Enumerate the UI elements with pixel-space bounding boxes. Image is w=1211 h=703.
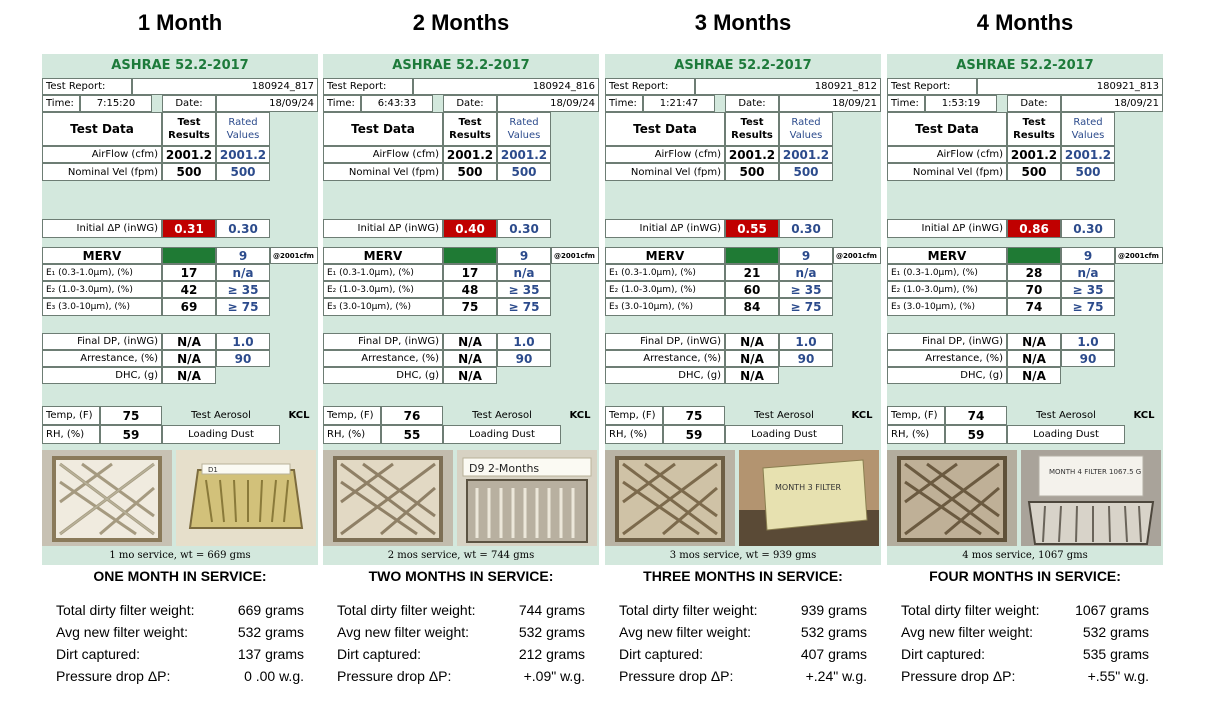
filter-front-photo <box>42 450 172 546</box>
filter-label-photo <box>739 450 879 546</box>
airflow-label: AirFlow (cfm) <box>605 146 725 163</box>
label-handwriting: D1 <box>208 466 218 474</box>
ashrae-report-card <box>42 54 318 565</box>
month-title: 1 Month <box>137 10 223 35</box>
summary-row <box>901 602 1149 618</box>
velocity-test: 500 <box>162 163 216 181</box>
e3-test: 84 <box>725 298 779 316</box>
initial-dp-rated: 0.30 <box>497 219 551 238</box>
initial-dp-label: Initial ΔP (inWG) <box>887 219 1007 238</box>
temp-label: Temp, (F) <box>887 406 945 425</box>
date-label: Date: <box>162 95 216 112</box>
summary-value: 532 grams <box>800 624 867 640</box>
filter-front-photo <box>323 450 453 546</box>
test-data-header: Test Data <box>323 112 443 146</box>
summary-row <box>56 646 304 662</box>
merv-label: MERV <box>323 247 443 264</box>
rh-value: 59 <box>663 425 725 444</box>
standard-title: ASHRAE 52.2-2017 <box>674 58 812 73</box>
summary-row <box>619 646 867 662</box>
test-results-header: Test Results <box>162 112 216 146</box>
initial-dp-label: Initial ΔP (inWG) <box>323 219 443 238</box>
final-dp-label: Final DP, (inWG) <box>323 333 443 350</box>
summary-label: Pressure drop ΔP: <box>337 668 452 684</box>
summary-value: 532 grams <box>518 624 585 640</box>
ashrae-report-card <box>887 54 1163 565</box>
test-report-label: Test Report: <box>605 78 695 95</box>
e2-test: 42 <box>162 281 216 298</box>
service-summary-title: FOUR MONTHS IN SERVICE: <box>929 568 1121 584</box>
summary-value: +.55" w.g. <box>1087 668 1149 684</box>
test-report-value: 180921_813 <box>977 78 1163 95</box>
date-value: 18/09/24 <box>497 95 599 112</box>
test-results-header: Test Results <box>1007 112 1061 146</box>
service-summary-title: THREE MONTHS IN SERVICE: <box>643 568 843 584</box>
photo-caption: 4 mos service, 1067 gms <box>962 549 1088 561</box>
month-title: 3 Months <box>694 10 792 35</box>
time-label: Time: <box>887 95 925 112</box>
summary-value: 532 grams <box>1082 624 1149 640</box>
e3-label: E₃ (3.0-10μm), (%) <box>887 298 1007 316</box>
temp-label: Temp, (F) <box>42 406 100 425</box>
e2-test: 70 <box>1007 281 1061 298</box>
final-dp-test: N/A <box>725 333 779 350</box>
aerosol-value: KCL <box>851 410 873 421</box>
initial-dp-label: Initial ΔP (inWG) <box>42 219 162 238</box>
velocity-rated: 500 <box>1061 163 1115 181</box>
temp-value: 74 <box>945 406 1007 425</box>
test-data-header: Test Data <box>887 112 1007 146</box>
test-report-label: Test Report: <box>323 78 413 95</box>
summary-value: 939 grams <box>800 602 867 618</box>
final-dp-rated: 1.0 <box>497 333 551 350</box>
initial-dp-rated: 0.30 <box>779 219 833 238</box>
summary-label: Total dirty filter weight: <box>56 602 195 618</box>
airflow-rated: 2001.2 <box>779 146 833 163</box>
final-dp-test: N/A <box>443 333 497 350</box>
label-handwriting: MONTH 4 FILTER 1067.5 G <box>1049 468 1142 476</box>
merv-rated: 9 <box>779 247 833 264</box>
summary-label: Dirt captured: <box>56 646 141 662</box>
summary-value: 669 grams <box>237 602 304 618</box>
summary-row <box>337 602 585 618</box>
e1-rated: n/a <box>216 264 270 281</box>
summary-label: Total dirty filter weight: <box>337 602 476 618</box>
arrestance-rated: 90 <box>1061 350 1115 367</box>
summary-value: 744 grams <box>518 602 585 618</box>
e2-rated: ≥ 35 <box>497 281 551 298</box>
merv-test-swatch <box>725 247 779 264</box>
final-dp-label: Final DP, (inWG) <box>887 333 1007 350</box>
photo-caption: 1 mo service, wt = 669 gms <box>109 549 251 561</box>
test-report-value: 180921_812 <box>695 78 881 95</box>
date-label: Date: <box>443 95 497 112</box>
dhc-test: N/A <box>162 367 216 384</box>
summary-row <box>56 668 304 684</box>
summary-row <box>901 646 1149 662</box>
arrestance-label: Arrestance, (%) <box>605 350 725 367</box>
test-report-label: Test Report: <box>887 78 977 95</box>
e1-label: E₁ (0.3-1.0μm), (%) <box>887 264 1007 281</box>
e2-label: E₂ (1.0-3.0μm), (%) <box>887 281 1007 298</box>
arrestance-test: N/A <box>725 350 779 367</box>
aerosol-value: KCL <box>569 410 591 421</box>
summary-label: Avg new filter weight: <box>56 624 189 640</box>
rh-label: RH, (%) <box>323 425 381 444</box>
test-data-header: Test Data <box>42 112 162 146</box>
summary-label: Total dirty filter weight: <box>619 602 758 618</box>
summary-label: Avg new filter weight: <box>619 624 752 640</box>
photo-caption: 2 mos service, wt = 744 gms <box>387 549 535 561</box>
rh-value: 55 <box>381 425 443 444</box>
final-dp-label: Final DP, (inWG) <box>605 333 725 350</box>
summary-value: 137 grams <box>237 646 304 662</box>
month-title: 2 Months <box>412 10 510 35</box>
airflow-label: AirFlow (cfm) <box>323 146 443 163</box>
aerosol-label: Test Aerosol <box>754 410 814 421</box>
dhc-label: DHC, (g) <box>323 367 443 384</box>
final-dp-label: Final DP, (inWG) <box>42 333 162 350</box>
label-handwriting: MONTH 3 FILTER <box>775 483 842 492</box>
summary-label: Avg new filter weight: <box>337 624 470 640</box>
airflow-rated: 2001.2 <box>497 146 551 163</box>
initial-dp-test: 0.86 <box>1007 219 1061 238</box>
arrestance-test: N/A <box>162 350 216 367</box>
summary-value: +.09" w.g. <box>523 668 585 684</box>
summary-label: Dirt captured: <box>901 646 986 662</box>
aerosol-label: Test Aerosol <box>1036 410 1096 421</box>
filter-front-photo <box>605 450 735 546</box>
month-column <box>42 0 318 684</box>
e1-test: 21 <box>725 264 779 281</box>
merv-test-swatch <box>162 247 216 264</box>
e1-test: 28 <box>1007 264 1061 281</box>
dhc-test: N/A <box>725 367 779 384</box>
ashrae-report-card <box>323 54 599 565</box>
merv-label: MERV <box>605 247 725 264</box>
rated-values-header: Rated Values <box>497 112 551 146</box>
arrestance-rated: 90 <box>216 350 270 367</box>
velocity-label: Nominal Vel (fpm) <box>887 163 1007 181</box>
service-summary-title: TWO MONTHS IN SERVICE: <box>368 568 554 584</box>
rh-label: RH, (%) <box>605 425 663 444</box>
e2-rated: ≥ 35 <box>216 281 270 298</box>
rh-label: RH, (%) <box>887 425 945 444</box>
e3-rated: ≥ 75 <box>1061 298 1115 316</box>
filter-label-photo <box>457 450 597 546</box>
loading-dust-label: Loading Dust <box>162 425 280 444</box>
filter-label-photo <box>1021 450 1161 546</box>
final-dp-rated: 1.0 <box>1061 333 1115 350</box>
merv-rated: 9 <box>497 247 551 264</box>
airflow-rated: 2001.2 <box>216 146 270 163</box>
time-value: 7:15:20 <box>80 95 152 112</box>
arrestance-label: Arrestance, (%) <box>42 350 162 367</box>
velocity-test: 500 <box>443 163 497 181</box>
summary-value: 535 grams <box>1082 646 1149 662</box>
velocity-test: 500 <box>725 163 779 181</box>
e3-rated: ≥ 75 <box>497 298 551 316</box>
e2-rated: ≥ 35 <box>1061 281 1115 298</box>
e3-test: 74 <box>1007 298 1061 316</box>
aerosol-value: KCL <box>1133 410 1155 421</box>
airflow-label: AirFlow (cfm) <box>42 146 162 163</box>
time-value: 1:21:47 <box>643 95 715 112</box>
test-results-header: Test Results <box>443 112 497 146</box>
airflow-test: 2001.2 <box>1007 146 1061 163</box>
summary-row <box>56 602 304 618</box>
summary-row <box>619 602 867 618</box>
time-value: 1:53:19 <box>925 95 997 112</box>
airflow-rated: 2001.2 <box>1061 146 1115 163</box>
initial-dp-rated: 0.30 <box>216 219 270 238</box>
e1-label: E₁ (0.3-1.0μm), (%) <box>323 264 443 281</box>
e1-test: 17 <box>162 264 216 281</box>
standard-title: ASHRAE 52.2-2017 <box>111 58 249 73</box>
service-summary-title: ONE MONTH IN SERVICE: <box>93 568 267 584</box>
arrestance-label: Arrestance, (%) <box>323 350 443 367</box>
initial-dp-label: Initial ΔP (inWG) <box>605 219 725 238</box>
e3-label: E₃ (3.0-10μm), (%) <box>42 298 162 316</box>
summary-row <box>619 624 867 640</box>
summary-row <box>901 668 1149 684</box>
date-value: 18/09/21 <box>1061 95 1163 112</box>
airflow-test: 2001.2 <box>725 146 779 163</box>
e3-label: E₃ (3.0-10μm), (%) <box>605 298 725 316</box>
rh-label: RH, (%) <box>42 425 100 444</box>
arrestance-rated: 90 <box>779 350 833 367</box>
summary-value: 407 grams <box>800 646 867 662</box>
aerosol-label: Test Aerosol <box>472 410 532 421</box>
airflow-label: AirFlow (cfm) <box>887 146 1007 163</box>
loading-dust-label: Loading Dust <box>1007 425 1125 444</box>
summary-label: Dirt captured: <box>337 646 422 662</box>
date-value: 18/09/21 <box>779 95 881 112</box>
merv-note: @2001cfm <box>270 247 318 264</box>
dhc-test: N/A <box>1007 367 1061 384</box>
date-value: 18/09/24 <box>216 95 318 112</box>
summary-row <box>337 624 585 640</box>
final-dp-test: N/A <box>162 333 216 350</box>
e1-label: E₁ (0.3-1.0μm), (%) <box>605 264 725 281</box>
aerosol-value: KCL <box>288 410 310 421</box>
velocity-rated: 500 <box>216 163 270 181</box>
e2-test: 60 <box>725 281 779 298</box>
arrestance-test: N/A <box>443 350 497 367</box>
test-results-header: Test Results <box>725 112 779 146</box>
e2-test: 48 <box>443 281 497 298</box>
airflow-test: 2001.2 <box>162 146 216 163</box>
summary-label: Total dirty filter weight: <box>901 602 1040 618</box>
filter-label-photo <box>176 450 316 546</box>
velocity-test: 500 <box>1007 163 1061 181</box>
merv-label: MERV <box>42 247 162 264</box>
e2-label: E₂ (1.0-3.0μm), (%) <box>323 281 443 298</box>
rh-value: 59 <box>100 425 162 444</box>
summary-row <box>337 668 585 684</box>
temp-value: 75 <box>663 406 725 425</box>
velocity-label: Nominal Vel (fpm) <box>323 163 443 181</box>
dhc-test: N/A <box>443 367 497 384</box>
e3-rated: ≥ 75 <box>216 298 270 316</box>
rh-value: 59 <box>945 425 1007 444</box>
summary-value: 212 grams <box>518 646 585 662</box>
rated-values-header: Rated Values <box>779 112 833 146</box>
velocity-rated: 500 <box>779 163 833 181</box>
initial-dp-test: 0.55 <box>725 219 779 238</box>
final-dp-test: N/A <box>1007 333 1061 350</box>
merv-label: MERV <box>887 247 1007 264</box>
dhc-label: DHC, (g) <box>887 367 1007 384</box>
rated-values-header: Rated Values <box>1061 112 1115 146</box>
temp-value: 76 <box>381 406 443 425</box>
photo-caption: 3 mos service, wt = 939 gms <box>669 549 817 561</box>
e2-label: E₂ (1.0-3.0μm), (%) <box>605 281 725 298</box>
ashrae-report-card <box>605 54 881 565</box>
e2-label: E₂ (1.0-3.0μm), (%) <box>42 281 162 298</box>
merv-rated: 9 <box>1061 247 1115 264</box>
summary-value: 532 grams <box>237 624 304 640</box>
merv-test-swatch <box>1007 247 1061 264</box>
test-report-label: Test Report: <box>42 78 132 95</box>
standard-title: ASHRAE 52.2-2017 <box>392 58 530 73</box>
airflow-test: 2001.2 <box>443 146 497 163</box>
temp-value: 75 <box>100 406 162 425</box>
e3-rated: ≥ 75 <box>779 298 833 316</box>
summary-value: 0 .00 w.g. <box>244 668 304 684</box>
initial-dp-rated: 0.30 <box>1061 219 1115 238</box>
temp-label: Temp, (F) <box>605 406 663 425</box>
loading-dust-label: Loading Dust <box>443 425 561 444</box>
time-label: Time: <box>605 95 643 112</box>
merv-note: @2001cfm <box>833 247 881 264</box>
time-value: 6:43:33 <box>361 95 433 112</box>
dhc-label: DHC, (g) <box>605 367 725 384</box>
e1-rated: n/a <box>1061 264 1115 281</box>
date-label: Date: <box>725 95 779 112</box>
month-title: 4 Months <box>976 10 1074 35</box>
initial-dp-test: 0.31 <box>162 219 216 238</box>
test-report-value: 180924_816 <box>413 78 599 95</box>
merv-note: @2001cfm <box>1115 247 1163 264</box>
standard-title: ASHRAE 52.2-2017 <box>956 58 1094 73</box>
velocity-rated: 500 <box>497 163 551 181</box>
summary-label: Pressure drop ΔP: <box>56 668 171 684</box>
e3-label: E₃ (3.0-10μm), (%) <box>323 298 443 316</box>
arrestance-test: N/A <box>1007 350 1061 367</box>
month-column <box>887 0 1163 684</box>
merv-note: @2001cfm <box>551 247 599 264</box>
summary-label: Avg new filter weight: <box>901 624 1034 640</box>
velocity-label: Nominal Vel (fpm) <box>42 163 162 181</box>
temp-label: Temp, (F) <box>323 406 381 425</box>
arrestance-rated: 90 <box>497 350 551 367</box>
aerosol-label: Test Aerosol <box>191 410 251 421</box>
e1-rated: n/a <box>497 264 551 281</box>
rated-values-header: Rated Values <box>216 112 270 146</box>
e3-test: 75 <box>443 298 497 316</box>
label-handwriting: D9 2-Months <box>469 462 540 475</box>
final-dp-rated: 1.0 <box>216 333 270 350</box>
e3-test: 69 <box>162 298 216 316</box>
e1-test: 17 <box>443 264 497 281</box>
date-label: Date: <box>1007 95 1061 112</box>
test-data-header: Test Data <box>605 112 725 146</box>
summary-label: Pressure drop ΔP: <box>901 668 1016 684</box>
time-label: Time: <box>42 95 80 112</box>
summary-label: Dirt captured: <box>619 646 704 662</box>
merv-rated: 9 <box>216 247 270 264</box>
final-dp-rated: 1.0 <box>779 333 833 350</box>
summary-label: Pressure drop ΔP: <box>619 668 734 684</box>
merv-test-swatch <box>443 247 497 264</box>
e2-rated: ≥ 35 <box>779 281 833 298</box>
month-column <box>605 0 881 684</box>
e1-rated: n/a <box>779 264 833 281</box>
time-label: Time: <box>323 95 361 112</box>
arrestance-label: Arrestance, (%) <box>887 350 1007 367</box>
summary-row <box>337 646 585 662</box>
summary-value: 1067 grams <box>1075 602 1149 618</box>
summary-value: +.24" w.g. <box>805 668 867 684</box>
summary-row <box>901 624 1149 640</box>
test-report-value: 180924_817 <box>132 78 318 95</box>
summary-row <box>56 624 304 640</box>
loading-dust-label: Loading Dust <box>725 425 843 444</box>
summary-row <box>619 668 867 684</box>
dhc-label: DHC, (g) <box>42 367 162 384</box>
initial-dp-test: 0.40 <box>443 219 497 238</box>
filter-front-photo <box>887 450 1017 546</box>
month-column <box>323 0 599 684</box>
e1-label: E₁ (0.3-1.0μm), (%) <box>42 264 162 281</box>
velocity-label: Nominal Vel (fpm) <box>605 163 725 181</box>
